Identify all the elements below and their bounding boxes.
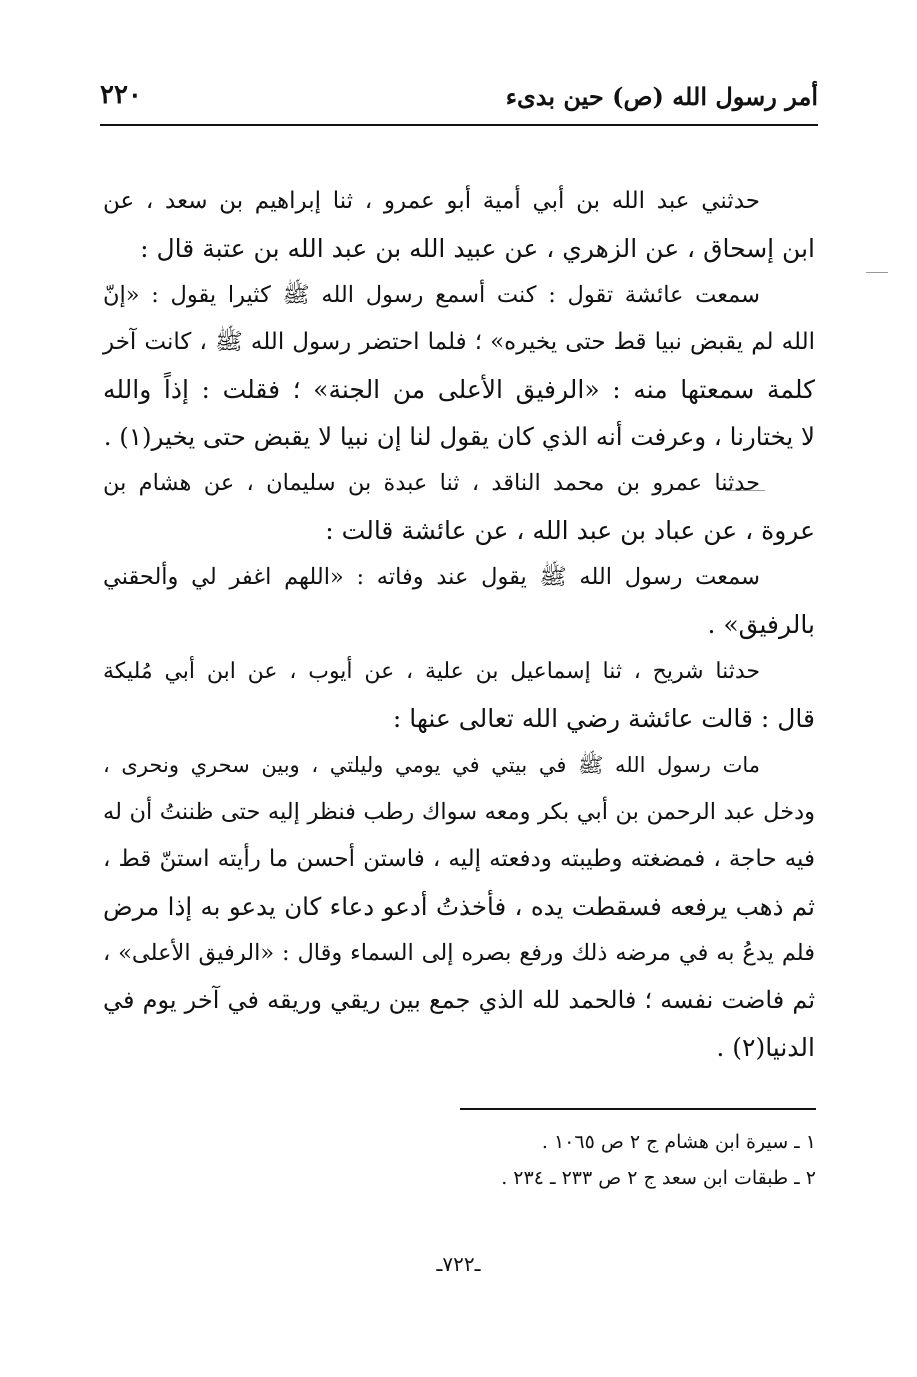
running-title: أمر رسول الله (ص) حين بدىء xyxy=(505,82,818,111)
text-line: قال : قالت عائشة رضي الله تعالى عنها : xyxy=(392,704,815,733)
footer-page-number: ـ٧٢٢ـ xyxy=(436,1252,481,1276)
paragraph xyxy=(103,554,815,648)
text-line: لا يختارنا ، وعرفت أنه الذي كان يقول لنا إن نبيا لا يقبض حتى يخير(١) . xyxy=(103,422,815,451)
text-line: ودخل عبد الرحمن بن أبي بكر ومعه سواك رطب فنظر إليه حتى ظننتُ أن له xyxy=(103,799,815,825)
text-line: ابن إسحاق ، عن الزهري ، عن عبيد الله بن عبد الله بن عتبة قال : xyxy=(140,234,815,263)
paragraph xyxy=(103,178,815,272)
header-page-number: ٢٢٠ xyxy=(100,80,142,110)
paragraph xyxy=(103,648,815,742)
footnotes xyxy=(380,1124,816,1196)
text-line: حدثنا شريح ، ثنا إسماعيل بن علية ، عن أيوب ، عن ابن أبي مُليكة xyxy=(103,659,760,684)
text-line: بالرفيق» . xyxy=(707,610,815,639)
footnote: ١ ـ سيرة ابن هشام ج ٢ ص ١٠٦٥ . xyxy=(541,1131,816,1153)
text-line: ثم ذهب يرفعه فسقطت يده ، فأخذتُ أدعو دعاء كان يدعو به إذا مرض xyxy=(103,892,815,921)
text-line: كلمة سمعتها منه : «الرفيق الأعلى من الجنة» ؛ فقلت : إذاً والله xyxy=(103,375,815,404)
text-line: سمعت رسول الله ﷺ يقول عند وفاته : «اللهم اغفر لي وألحقني xyxy=(103,564,760,590)
body-text xyxy=(103,178,815,1071)
text-line: ثم فاضت نفسه ؛ فالحمد لله الذي جمع بين ريقي وريقه في آخر يوم في xyxy=(103,986,815,1014)
page-header xyxy=(100,78,818,126)
text-line: الدنيا(٢) . xyxy=(716,1033,815,1062)
text-line: الله لم يقبض نبيا قط حتى يخيره» ؛ فلما احتضر رسول الله ﷺ ، كانت آخر xyxy=(103,329,815,355)
text-line: سمعت عائشة تقول : كنت أسمع رسول الله ﷺ كثيرا يقول : «إنّ xyxy=(103,282,760,308)
footnote-divider xyxy=(460,1108,816,1110)
text-line: حدثني عبد الله بن أبي أمية أبو عمرو ، ثنا إبراهيم بن سعد ، عن xyxy=(103,188,760,214)
paragraph xyxy=(103,272,815,460)
text-line: مات رسول الله ﷺ في بيتي في يومي وليلتي ، وبين سحري ونحرى ، xyxy=(103,753,760,777)
text-line: حدثنا عمرو بن محمد الناقد ، ثنا عبدة بن سليمان ، عن هشام بن xyxy=(103,470,760,496)
margin-mark xyxy=(866,272,888,273)
footnote: ٢ ـ طبقات ابن سعد ج ٢ ص ٢٣٣ ـ ٢٣٤ . xyxy=(501,1167,816,1189)
text-line: فلم يدعُ به في مرضه ذلك ورفع بصره إلى السماء وقال : «الرفيق الأعلى» ، xyxy=(103,940,815,966)
paragraph xyxy=(103,742,815,1071)
text-line: عروة ، عن عباد بن عبد الله ، عن عائشة قالت : xyxy=(325,516,815,545)
paragraph xyxy=(103,460,815,554)
text-line: فيه حاجة ، فمضغته وطيبته ودفعته إليه ، فاستن أحسن ما رأيته استنّ قط ، xyxy=(103,846,815,872)
